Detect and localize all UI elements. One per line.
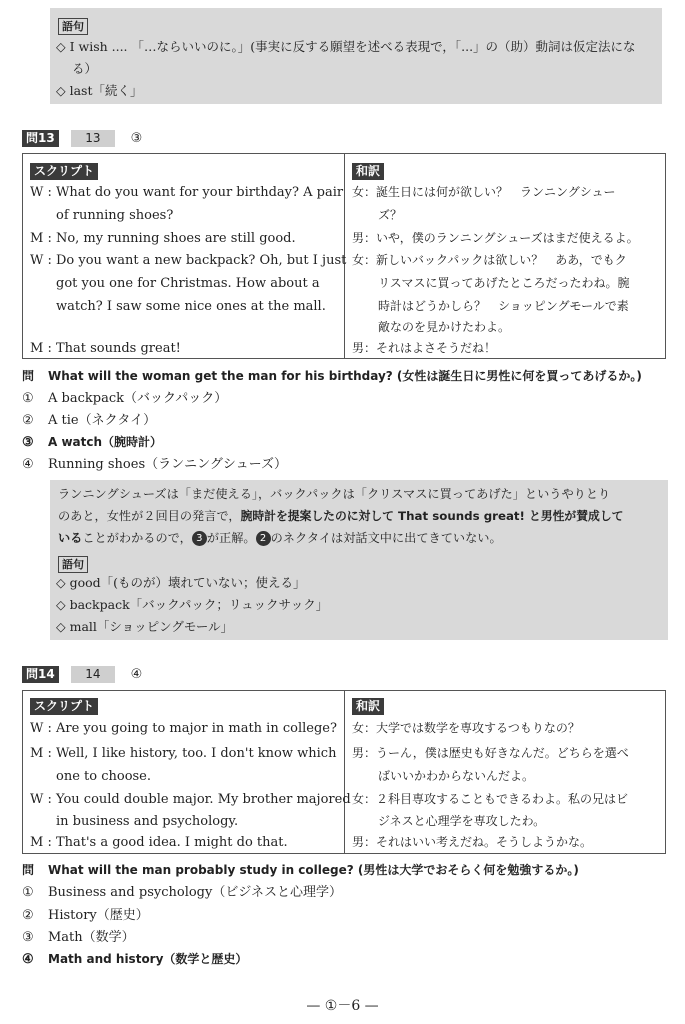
- translation-line: リスマスに買ってあげたところだったわね。腕: [378, 276, 630, 290]
- vocab-item: る）: [72, 61, 98, 76]
- vocab-item: ◇ last「続く」: [56, 83, 143, 98]
- choice-text: A backpack（バックパック）: [48, 391, 228, 406]
- script-line: got you one for Christmas. How about a: [56, 276, 320, 291]
- question-number: 13: [71, 130, 115, 147]
- choice-number: ③: [22, 930, 34, 945]
- translation-line: 男：うーん，僕は歴史も好きなんだ。どちらを選べ: [352, 746, 629, 760]
- script-line: W : You could double major. My brother majored: [30, 792, 351, 807]
- script-line: one to choose.: [56, 769, 152, 784]
- question-label: 問14: [22, 666, 59, 683]
- translation-line: ズ？: [378, 208, 403, 222]
- translation-line: 女：大学では数学を専攻するつもりなの？: [352, 721, 580, 735]
- answer-mark: ④: [130, 667, 143, 682]
- translation-line: ばいいかわからないんだよ。: [378, 769, 535, 783]
- explanation-line: いることがわかるので， 3 が正解。 2 のネクタイは対話文中に出てきていない。: [58, 531, 502, 545]
- question-text: What will the man probably study in college? (男性は大学でおそらく何を勉強するか。): [48, 863, 579, 877]
- script-line: M : That sounds great!: [30, 341, 181, 356]
- q14-header: [22, 666, 144, 686]
- choice-number: ①: [22, 885, 34, 900]
- q13-explanation-box: [50, 480, 668, 640]
- choice-number: ④: [22, 952, 34, 967]
- choice-number: ③: [22, 435, 34, 450]
- script-line: M : That's a good idea. I might do that.: [30, 835, 288, 850]
- choice-number: ②: [22, 908, 34, 923]
- choice-text: History（歴史）: [48, 908, 149, 923]
- script-line: W : Are you going to major in math in college?: [30, 721, 337, 736]
- question-mark: 問: [22, 863, 35, 877]
- vocab-item: ◇ I wish .... 「…ならいいのに。」(事実に反する願望を述べる表現で，「...」の（助）動詞は仮定法にな: [56, 39, 636, 54]
- translation-line: 女：誕生日には何が欲しい？ ランニングシュー: [352, 185, 616, 199]
- vocab-item: ◇ backpack「バックパック；リュックサック」: [56, 597, 329, 612]
- question-text: What will the woman get the man for his birthday? (女性は誕生日に男性に何を買ってあげるか。): [48, 369, 642, 383]
- script-line: in business and psychology.: [56, 814, 239, 829]
- script-line: M : Well, I like history, too. I don't know which: [30, 746, 337, 761]
- script-title: スクリプト: [30, 698, 98, 715]
- answer-circle: 3: [192, 531, 207, 546]
- q13-header: [22, 130, 144, 150]
- vocab-item: ◇ mall「ショッピングモール」: [56, 619, 234, 634]
- explanation-line: のあと，女性が２回目の発言で，腕時計を提案したのに対して That sounds great! と男性が賛成して: [58, 509, 624, 523]
- translation-line: 女：新しいバックパックは欲しい？ ああ，でもク: [352, 253, 627, 267]
- question-label: 問13: [22, 130, 59, 147]
- vocab-title: 語句: [58, 556, 88, 573]
- translation-line: 時計はどうかしら？ ショッピングモールで素: [378, 299, 629, 313]
- question-number: 14: [71, 666, 115, 683]
- explanation-line: ランニングシューズは「まだ使える」，バックパックは「クリスマスに買ってあげた」というやりとり: [58, 487, 611, 501]
- script-line: M : No, my running shoes are still good.: [30, 231, 296, 246]
- choice-number: ①: [22, 391, 34, 406]
- vocab-item: ◇ good「(ものが）壊れていない；使える」: [56, 575, 306, 590]
- translation-line: 男：それはいい考えだね。そうしようかな。: [352, 835, 593, 849]
- choice-text: Math（数学）: [48, 930, 135, 945]
- translation-title: 和訳: [352, 163, 384, 180]
- choice-text-correct: A watch（腕時計）: [48, 435, 163, 449]
- translation-line: 男：それはよさそうだね！: [352, 341, 497, 355]
- script-line: watch? I saw some nice ones at the mall.: [56, 299, 326, 314]
- vocab-title: 語句: [58, 18, 88, 35]
- translation-line: 女：２科目専攻することもできるわよ。私の兄はビ: [352, 792, 629, 806]
- question-mark: 問: [22, 369, 35, 383]
- translation-title: 和訳: [352, 698, 384, 715]
- answer-mark: ③: [130, 131, 143, 146]
- translation-line: 男：いや，僕のランニングシューズはまだ使えるよ。: [352, 231, 639, 245]
- page-number: — ①－6 —: [306, 998, 379, 1014]
- top-vocab-box: [50, 8, 662, 104]
- translation-line: 敵なのを見かけたわよ。: [378, 320, 511, 334]
- choice-number: ②: [22, 413, 34, 428]
- translation-line: ジネスと心理学を専攻したわ。: [378, 814, 546, 828]
- script-line: of running shoes?: [56, 208, 174, 223]
- script-line: W : Do you want a new backpack? Oh, but I just: [30, 253, 347, 268]
- choice-number: ④: [22, 457, 34, 472]
- choice-text: Business and psychology（ビジネスと心理学）: [48, 885, 342, 900]
- script-title: スクリプト: [30, 163, 98, 180]
- choice-circle: 2: [256, 531, 271, 546]
- script-line: W : What do you want for your birthday? A pair: [30, 185, 344, 200]
- choice-text: Running shoes（ランニングシューズ）: [48, 457, 287, 472]
- choice-text-correct: Math and history（数学と歴史）: [48, 952, 248, 966]
- choice-text: A tie（ネクタイ）: [48, 413, 157, 428]
